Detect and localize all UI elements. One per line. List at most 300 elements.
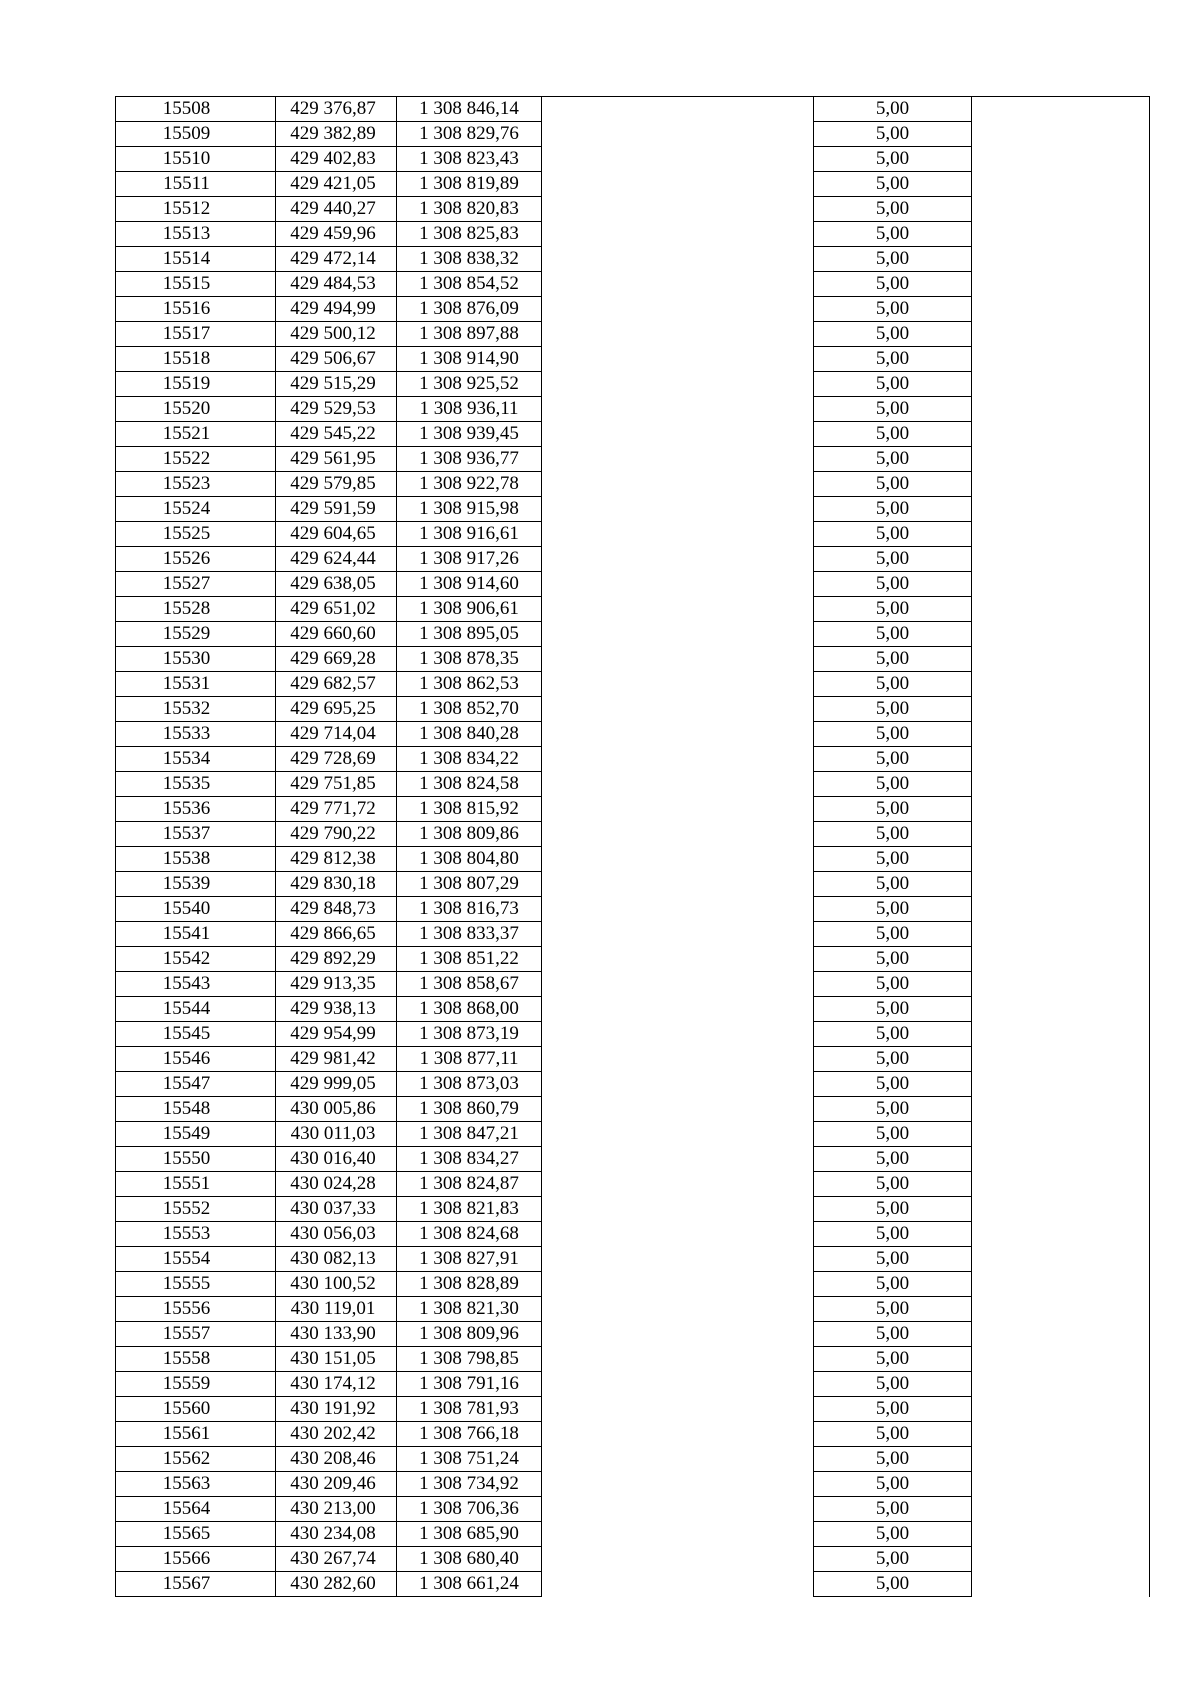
- empty-cell: [542, 597, 814, 622]
- accuracy-cell: 5,00: [814, 1422, 972, 1447]
- point-number-cell: 15532: [116, 697, 276, 722]
- y-coordinate-cell: 1 308 809,86: [397, 822, 542, 847]
- accuracy-cell: 5,00: [814, 222, 972, 247]
- empty-cell: [972, 447, 1150, 472]
- table-row: [116, 1472, 1150, 1497]
- point-number-cell: 15544: [116, 997, 276, 1022]
- empty-cell: [542, 147, 814, 172]
- point-number-cell: 15542: [116, 947, 276, 972]
- table-row: [116, 647, 1150, 672]
- empty-cell: [972, 322, 1150, 347]
- empty-cell: [542, 322, 814, 347]
- point-number-cell: 15551: [116, 1172, 276, 1197]
- table-row: [116, 1572, 1150, 1597]
- y-coordinate-cell: 1 308 877,11: [397, 1047, 542, 1072]
- table-row: [116, 1422, 1150, 1447]
- table-row: [116, 397, 1150, 422]
- table-row: [116, 847, 1150, 872]
- point-number-cell: 15535: [116, 772, 276, 797]
- y-coordinate-cell: 1 308 827,91: [397, 1247, 542, 1272]
- point-number-cell: 15519: [116, 372, 276, 397]
- table-row: [116, 422, 1150, 447]
- empty-cell: [542, 797, 814, 822]
- x-coordinate-cell: 429 506,67: [276, 347, 397, 372]
- x-coordinate-cell: 429 604,65: [276, 522, 397, 547]
- table-row: [116, 622, 1150, 647]
- empty-cell: [542, 672, 814, 697]
- y-coordinate-cell: 1 308 828,89: [397, 1272, 542, 1297]
- table-row: [116, 1397, 1150, 1422]
- accuracy-cell: 5,00: [814, 1572, 972, 1597]
- empty-cell: [542, 997, 814, 1022]
- accuracy-cell: 5,00: [814, 322, 972, 347]
- table-row: [116, 172, 1150, 197]
- table-row: [116, 297, 1150, 322]
- empty-cell: [972, 1297, 1150, 1322]
- table-row: [116, 947, 1150, 972]
- x-coordinate-cell: 429 913,35: [276, 972, 397, 997]
- point-number-cell: 15529: [116, 622, 276, 647]
- y-coordinate-cell: 1 308 685,90: [397, 1522, 542, 1547]
- accuracy-cell: 5,00: [814, 147, 972, 172]
- table-row: [116, 1172, 1150, 1197]
- x-coordinate-cell: 429 472,14: [276, 247, 397, 272]
- table-row: [116, 147, 1150, 172]
- accuracy-cell: 5,00: [814, 547, 972, 572]
- empty-cell: [542, 1372, 814, 1397]
- empty-cell: [542, 772, 814, 797]
- table-row: [116, 272, 1150, 297]
- point-number-cell: 15513: [116, 222, 276, 247]
- accuracy-cell: 5,00: [814, 622, 972, 647]
- accuracy-cell: 5,00: [814, 1322, 972, 1347]
- empty-cell: [542, 1522, 814, 1547]
- table-row: [116, 522, 1150, 547]
- point-number-cell: 15565: [116, 1522, 276, 1547]
- accuracy-cell: 5,00: [814, 1297, 972, 1322]
- accuracy-cell: 5,00: [814, 822, 972, 847]
- accuracy-cell: 5,00: [814, 597, 972, 622]
- empty-cell: [972, 472, 1150, 497]
- y-coordinate-cell: 1 308 829,76: [397, 122, 542, 147]
- empty-cell: [542, 122, 814, 147]
- empty-cell: [972, 1072, 1150, 1097]
- point-number-cell: 15526: [116, 547, 276, 572]
- point-number-cell: 15562: [116, 1447, 276, 1472]
- accuracy-cell: 5,00: [814, 397, 972, 422]
- empty-cell: [542, 172, 814, 197]
- empty-cell: [542, 272, 814, 297]
- x-coordinate-cell: 429 579,85: [276, 472, 397, 497]
- empty-cell: [542, 1047, 814, 1072]
- empty-cell: [972, 122, 1150, 147]
- empty-cell: [542, 1472, 814, 1497]
- point-number-cell: 15556: [116, 1297, 276, 1322]
- empty-cell: [972, 622, 1150, 647]
- y-coordinate-cell: 1 308 820,83: [397, 197, 542, 222]
- empty-cell: [972, 347, 1150, 372]
- table-row: [116, 247, 1150, 272]
- y-coordinate-cell: 1 308 824,68: [397, 1222, 542, 1247]
- point-number-cell: 15530: [116, 647, 276, 672]
- empty-cell: [542, 1272, 814, 1297]
- y-coordinate-cell: 1 308 821,83: [397, 1197, 542, 1222]
- point-number-cell: 15561: [116, 1422, 276, 1447]
- empty-cell: [972, 1347, 1150, 1372]
- y-coordinate-cell: 1 308 922,78: [397, 472, 542, 497]
- empty-cell: [542, 197, 814, 222]
- accuracy-cell: 5,00: [814, 1197, 972, 1222]
- accuracy-cell: 5,00: [814, 1272, 972, 1297]
- table-row: [116, 222, 1150, 247]
- coordinates-table: [115, 96, 1150, 1597]
- empty-cell: [542, 922, 814, 947]
- empty-cell: [972, 1197, 1150, 1222]
- table-row: [116, 1322, 1150, 1347]
- accuracy-cell: 5,00: [814, 1147, 972, 1172]
- empty-cell: [972, 697, 1150, 722]
- empty-cell: [972, 772, 1150, 797]
- empty-cell: [972, 222, 1150, 247]
- x-coordinate-cell: 429 494,99: [276, 297, 397, 322]
- empty-cell: [972, 847, 1150, 872]
- x-coordinate-cell: 429 660,60: [276, 622, 397, 647]
- table-row: [116, 197, 1150, 222]
- empty-cell: [972, 947, 1150, 972]
- y-coordinate-cell: 1 308 824,58: [397, 772, 542, 797]
- y-coordinate-cell: 1 308 734,92: [397, 1472, 542, 1497]
- empty-cell: [972, 1372, 1150, 1397]
- y-coordinate-cell: 1 308 824,87: [397, 1172, 542, 1197]
- empty-cell: [972, 1222, 1150, 1247]
- empty-cell: [542, 697, 814, 722]
- x-coordinate-cell: 429 830,18: [276, 872, 397, 897]
- empty-cell: [542, 1447, 814, 1472]
- x-coordinate-cell: 430 005,86: [276, 1097, 397, 1122]
- empty-cell: [972, 247, 1150, 272]
- table-row: [116, 1347, 1150, 1372]
- empty-cell: [972, 597, 1150, 622]
- empty-cell: [972, 722, 1150, 747]
- x-coordinate-cell: 429 402,83: [276, 147, 397, 172]
- empty-cell: [542, 1072, 814, 1097]
- empty-cell: [542, 1422, 814, 1447]
- x-coordinate-cell: 429 938,13: [276, 997, 397, 1022]
- y-coordinate-cell: 1 308 916,61: [397, 522, 542, 547]
- empty-cell: [542, 1572, 814, 1597]
- accuracy-cell: 5,00: [814, 797, 972, 822]
- accuracy-cell: 5,00: [814, 697, 972, 722]
- empty-cell: [542, 872, 814, 897]
- accuracy-cell: 5,00: [814, 872, 972, 897]
- accuracy-cell: 5,00: [814, 1397, 972, 1422]
- x-coordinate-cell: 429 695,25: [276, 697, 397, 722]
- y-coordinate-cell: 1 308 825,83: [397, 222, 542, 247]
- table-row: [116, 122, 1150, 147]
- point-number-cell: 15533: [116, 722, 276, 747]
- empty-cell: [542, 522, 814, 547]
- point-number-cell: 15549: [116, 1122, 276, 1147]
- y-coordinate-cell: 1 308 816,73: [397, 897, 542, 922]
- x-coordinate-cell: 429 440,27: [276, 197, 397, 222]
- x-coordinate-cell: 429 714,04: [276, 722, 397, 747]
- empty-cell: [542, 222, 814, 247]
- table-row: [116, 1197, 1150, 1222]
- empty-cell: [542, 1222, 814, 1247]
- accuracy-cell: 5,00: [814, 347, 972, 372]
- y-coordinate-cell: 1 308 846,14: [397, 97, 542, 122]
- y-coordinate-cell: 1 308 906,61: [397, 597, 542, 622]
- accuracy-cell: 5,00: [814, 1222, 972, 1247]
- accuracy-cell: 5,00: [814, 1022, 972, 1047]
- point-number-cell: 15523: [116, 472, 276, 497]
- empty-cell: [542, 822, 814, 847]
- y-coordinate-cell: 1 308 895,05: [397, 622, 542, 647]
- table-row: [116, 672, 1150, 697]
- table-row: [116, 572, 1150, 597]
- y-coordinate-cell: 1 308 936,11: [397, 397, 542, 422]
- point-number-cell: 15567: [116, 1572, 276, 1597]
- y-coordinate-cell: 1 308 851,22: [397, 947, 542, 972]
- x-coordinate-cell: 429 421,05: [276, 172, 397, 197]
- table-row: [116, 1372, 1150, 1397]
- empty-cell: [972, 747, 1150, 772]
- empty-cell: [972, 1397, 1150, 1422]
- x-coordinate-cell: 429 848,73: [276, 897, 397, 922]
- x-coordinate-cell: 430 208,46: [276, 1447, 397, 1472]
- empty-cell: [972, 1447, 1150, 1472]
- x-coordinate-cell: 429 545,22: [276, 422, 397, 447]
- accuracy-cell: 5,00: [814, 447, 972, 472]
- empty-cell: [542, 447, 814, 472]
- empty-cell: [972, 1247, 1150, 1272]
- empty-cell: [542, 1172, 814, 1197]
- point-number-cell: 15540: [116, 897, 276, 922]
- point-number-cell: 15560: [116, 1397, 276, 1422]
- empty-cell: [542, 1122, 814, 1147]
- table-row: [116, 547, 1150, 572]
- empty-cell: [542, 972, 814, 997]
- x-coordinate-cell: 430 082,13: [276, 1247, 397, 1272]
- x-coordinate-cell: 429 515,29: [276, 372, 397, 397]
- point-number-cell: 15510: [116, 147, 276, 172]
- accuracy-cell: 5,00: [814, 772, 972, 797]
- table-row: [116, 897, 1150, 922]
- accuracy-cell: 5,00: [814, 1347, 972, 1372]
- accuracy-cell: 5,00: [814, 897, 972, 922]
- point-number-cell: 15564: [116, 1497, 276, 1522]
- empty-cell: [542, 747, 814, 772]
- x-coordinate-cell: 430 209,46: [276, 1472, 397, 1497]
- empty-cell: [972, 297, 1150, 322]
- table-row: [116, 997, 1150, 1022]
- point-number-cell: 15524: [116, 497, 276, 522]
- empty-cell: [972, 1547, 1150, 1572]
- y-coordinate-cell: 1 308 807,29: [397, 872, 542, 897]
- point-number-cell: 15511: [116, 172, 276, 197]
- x-coordinate-cell: 430 282,60: [276, 1572, 397, 1597]
- table-row: [116, 772, 1150, 797]
- empty-cell: [972, 547, 1150, 572]
- empty-cell: [542, 1022, 814, 1047]
- accuracy-cell: 5,00: [814, 1172, 972, 1197]
- y-coordinate-cell: 1 308 873,03: [397, 1072, 542, 1097]
- empty-cell: [972, 1472, 1150, 1497]
- accuracy-cell: 5,00: [814, 422, 972, 447]
- table-row: [116, 372, 1150, 397]
- point-number-cell: 15515: [116, 272, 276, 297]
- table-row: [116, 722, 1150, 747]
- coordinates-table-body: [116, 97, 1150, 1597]
- x-coordinate-cell: 429 529,53: [276, 397, 397, 422]
- x-coordinate-cell: 429 484,53: [276, 272, 397, 297]
- empty-cell: [972, 1572, 1150, 1597]
- empty-cell: [972, 1047, 1150, 1072]
- table-row: [116, 1122, 1150, 1147]
- empty-cell: [542, 947, 814, 972]
- empty-cell: [972, 1172, 1150, 1197]
- y-coordinate-cell: 1 308 897,88: [397, 322, 542, 347]
- empty-cell: [542, 1247, 814, 1272]
- point-number-cell: 15509: [116, 122, 276, 147]
- x-coordinate-cell: 430 119,01: [276, 1297, 397, 1322]
- y-coordinate-cell: 1 308 914,90: [397, 347, 542, 372]
- y-coordinate-cell: 1 308 854,52: [397, 272, 542, 297]
- x-coordinate-cell: 429 999,05: [276, 1072, 397, 1097]
- empty-cell: [972, 372, 1150, 397]
- y-coordinate-cell: 1 308 751,24: [397, 1447, 542, 1472]
- y-coordinate-cell: 1 308 815,92: [397, 797, 542, 822]
- empty-cell: [972, 1147, 1150, 1172]
- accuracy-cell: 5,00: [814, 1472, 972, 1497]
- table-row: [116, 1072, 1150, 1097]
- accuracy-cell: 5,00: [814, 472, 972, 497]
- accuracy-cell: 5,00: [814, 722, 972, 747]
- accuracy-cell: 5,00: [814, 747, 972, 772]
- point-number-cell: 15554: [116, 1247, 276, 1272]
- accuracy-cell: 5,00: [814, 197, 972, 222]
- x-coordinate-cell: 429 771,72: [276, 797, 397, 822]
- empty-cell: [972, 1097, 1150, 1122]
- y-coordinate-cell: 1 308 873,19: [397, 1022, 542, 1047]
- table-row: [116, 497, 1150, 522]
- y-coordinate-cell: 1 308 661,24: [397, 1572, 542, 1597]
- accuracy-cell: 5,00: [814, 1247, 972, 1272]
- empty-cell: [542, 347, 814, 372]
- x-coordinate-cell: 429 624,44: [276, 547, 397, 572]
- empty-cell: [542, 1322, 814, 1347]
- point-number-cell: 15563: [116, 1472, 276, 1497]
- point-number-cell: 15534: [116, 747, 276, 772]
- empty-cell: [972, 797, 1150, 822]
- empty-cell: [542, 497, 814, 522]
- point-number-cell: 15527: [116, 572, 276, 597]
- y-coordinate-cell: 1 308 821,30: [397, 1297, 542, 1322]
- x-coordinate-cell: 429 790,22: [276, 822, 397, 847]
- table-row: [116, 922, 1150, 947]
- accuracy-cell: 5,00: [814, 922, 972, 947]
- x-coordinate-cell: 430 234,08: [276, 1522, 397, 1547]
- table-row: [116, 322, 1150, 347]
- x-coordinate-cell: 430 037,33: [276, 1197, 397, 1222]
- x-coordinate-cell: 430 016,40: [276, 1147, 397, 1172]
- y-coordinate-cell: 1 308 838,32: [397, 247, 542, 272]
- x-coordinate-cell: 429 954,99: [276, 1022, 397, 1047]
- empty-cell: [972, 997, 1150, 1022]
- y-coordinate-cell: 1 308 939,45: [397, 422, 542, 447]
- table-row: [116, 1047, 1150, 1072]
- accuracy-cell: 5,00: [814, 122, 972, 147]
- table-row: [116, 1222, 1150, 1247]
- y-coordinate-cell: 1 308 878,35: [397, 647, 542, 672]
- empty-cell: [972, 147, 1150, 172]
- x-coordinate-cell: 430 174,12: [276, 1372, 397, 1397]
- empty-cell: [972, 1497, 1150, 1522]
- y-coordinate-cell: 1 308 781,93: [397, 1397, 542, 1422]
- empty-cell: [972, 497, 1150, 522]
- point-number-cell: 15516: [116, 297, 276, 322]
- point-number-cell: 15543: [116, 972, 276, 997]
- empty-cell: [542, 622, 814, 647]
- table-row: [116, 697, 1150, 722]
- y-coordinate-cell: 1 308 706,36: [397, 1497, 542, 1522]
- point-number-cell: 15548: [116, 1097, 276, 1122]
- table-row: [116, 472, 1150, 497]
- y-coordinate-cell: 1 308 862,53: [397, 672, 542, 697]
- point-number-cell: 15546: [116, 1047, 276, 1072]
- accuracy-cell: 5,00: [814, 297, 972, 322]
- empty-cell: [972, 647, 1150, 672]
- x-coordinate-cell: 429 500,12: [276, 322, 397, 347]
- point-number-cell: 15553: [116, 1222, 276, 1247]
- point-number-cell: 15521: [116, 422, 276, 447]
- empty-cell: [972, 897, 1150, 922]
- y-coordinate-cell: 1 308 840,28: [397, 722, 542, 747]
- point-number-cell: 15536: [116, 797, 276, 822]
- accuracy-cell: 5,00: [814, 1097, 972, 1122]
- point-number-cell: 15547: [116, 1072, 276, 1097]
- point-number-cell: 15557: [116, 1322, 276, 1347]
- accuracy-cell: 5,00: [814, 272, 972, 297]
- y-coordinate-cell: 1 308 834,22: [397, 747, 542, 772]
- x-coordinate-cell: 429 591,59: [276, 497, 397, 522]
- accuracy-cell: 5,00: [814, 1122, 972, 1147]
- empty-cell: [542, 397, 814, 422]
- x-coordinate-cell: 429 892,29: [276, 947, 397, 972]
- empty-cell: [542, 1147, 814, 1172]
- y-coordinate-cell: 1 308 858,67: [397, 972, 542, 997]
- y-coordinate-cell: 1 308 766,18: [397, 1422, 542, 1447]
- y-coordinate-cell: 1 308 860,79: [397, 1097, 542, 1122]
- y-coordinate-cell: 1 308 833,37: [397, 922, 542, 947]
- empty-cell: [972, 922, 1150, 947]
- table-row: [116, 1497, 1150, 1522]
- accuracy-cell: 5,00: [814, 372, 972, 397]
- empty-cell: [542, 472, 814, 497]
- table-row: [116, 347, 1150, 372]
- accuracy-cell: 5,00: [814, 847, 972, 872]
- y-coordinate-cell: 1 308 791,16: [397, 1372, 542, 1397]
- x-coordinate-cell: 430 024,28: [276, 1172, 397, 1197]
- empty-cell: [542, 247, 814, 272]
- table-row: [116, 1022, 1150, 1047]
- empty-cell: [972, 272, 1150, 297]
- x-coordinate-cell: 429 669,28: [276, 647, 397, 672]
- table-row: [116, 1447, 1150, 1472]
- accuracy-cell: 5,00: [814, 522, 972, 547]
- y-coordinate-cell: 1 308 834,27: [397, 1147, 542, 1172]
- table-row: [116, 822, 1150, 847]
